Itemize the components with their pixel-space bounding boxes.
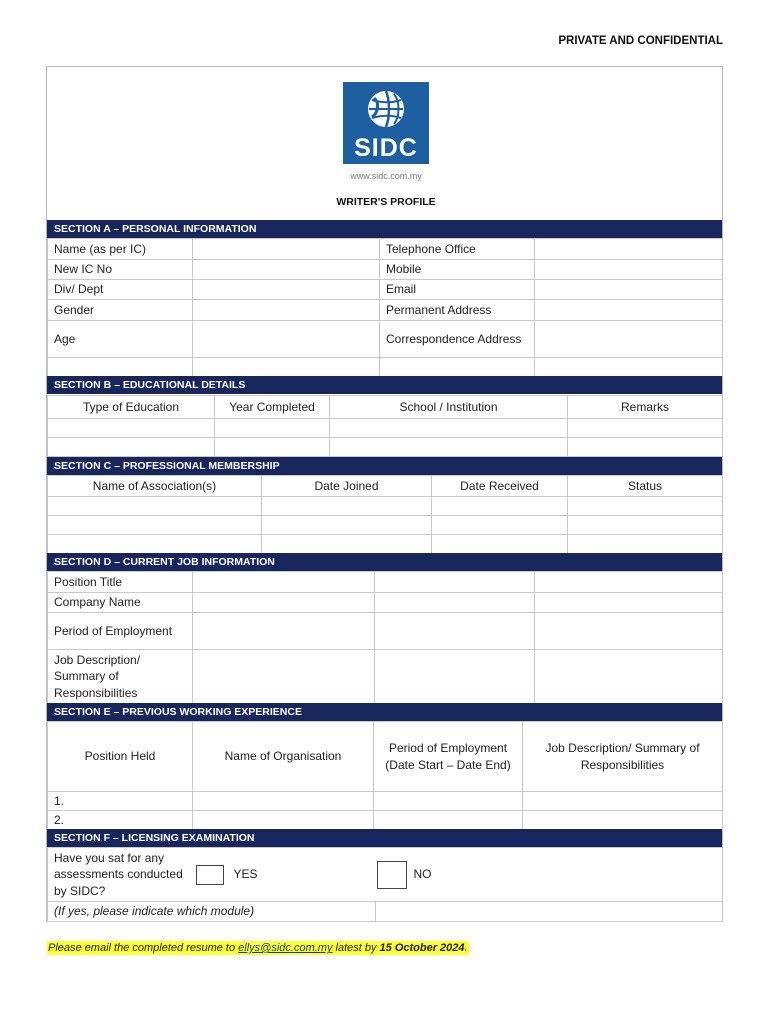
input-name[interactable] <box>193 239 380 260</box>
no-checkbox[interactable] <box>377 861 407 889</box>
label-div-dept: Div/ Dept <box>48 280 193 300</box>
globe-icon <box>364 89 408 129</box>
table-cell[interactable] <box>535 650 723 704</box>
table-cell[interactable] <box>193 811 374 830</box>
col-job-description: Job Description/ Summary of Responsibilities <box>523 722 723 792</box>
section-d-table <box>47 571 723 704</box>
table-cell[interactable] <box>535 593 723 613</box>
col-association-name: Name of Association(s) <box>48 476 262 497</box>
email-link[interactable]: ellys@sidc.com.my <box>238 942 333 954</box>
table-cell[interactable] <box>330 419 568 438</box>
input-ic-no[interactable] <box>193 260 380 280</box>
col-status: Status <box>568 476 723 497</box>
section-c-header: SECTION C – PROFESSIONAL MEMBERSHIP <box>47 457 722 475</box>
col-date-joined: Date Joined <box>262 476 432 497</box>
label-period-of-employment: Period of Employment <box>48 613 193 650</box>
section-a-table <box>47 238 723 377</box>
col-school-institution: School / Institution <box>330 396 568 419</box>
input-email[interactable] <box>535 280 723 300</box>
col-remarks: Remarks <box>568 396 723 419</box>
section-a-header: SECTION A – PERSONAL INFORMATION <box>47 220 722 238</box>
label-age: Age <box>48 321 193 358</box>
table-cell[interactable] <box>48 419 215 438</box>
table-cell[interactable] <box>375 650 535 704</box>
col-name-of-organisation: Name of Organisation <box>193 722 374 792</box>
label-email: Email <box>380 280 535 300</box>
table-cell[interactable] <box>568 497 723 516</box>
table-cell[interactable] <box>375 613 535 650</box>
label-mobile: Mobile <box>380 260 535 280</box>
footer-suffix: . <box>464 942 468 954</box>
blank-cell <box>48 358 193 377</box>
table-cell[interactable] <box>568 419 723 438</box>
row-number-label: 1. <box>48 792 193 811</box>
yes-checkbox[interactable] <box>196 865 224 885</box>
input-gender[interactable] <box>193 300 380 321</box>
logo-brand-text: SIDC <box>354 134 418 162</box>
table-cell[interactable] <box>535 572 723 593</box>
table-cell[interactable] <box>215 438 330 457</box>
table-cell[interactable] <box>262 516 432 535</box>
blank-cell <box>380 358 535 377</box>
table-cell[interactable] <box>568 535 723 554</box>
table-cell[interactable] <box>193 792 374 811</box>
input-period-of-employment[interactable] <box>193 613 375 650</box>
col-type-of-education: Type of Education <box>48 396 215 419</box>
footer-middle: latest by <box>332 942 380 954</box>
module-note: (If yes, please indicate which module) <box>48 902 376 922</box>
table-cell[interactable] <box>262 497 432 516</box>
page-title: WRITER'S PROFILE <box>336 196 436 208</box>
label-position-title: Position Title <box>48 572 193 593</box>
licensing-question: Have you sat for any assessments conducted by SIDC? <box>48 848 193 902</box>
label-job-description: Job Description/ Summary of Responsibilities <box>48 650 193 704</box>
section-f-table <box>47 847 723 922</box>
col-period-of-employment: Period of Employment (Date Start – Date End) <box>374 722 523 792</box>
yes-label: YES <box>228 848 376 902</box>
col-date-received: Date Received <box>432 476 568 497</box>
table-cell[interactable] <box>215 419 330 438</box>
table-cell[interactable] <box>262 535 432 554</box>
col-position-held: Position Held <box>48 722 193 792</box>
input-permanent-address[interactable] <box>535 300 723 321</box>
confidential-label: PRIVATE AND CONFIDENTIAL <box>558 35 723 47</box>
input-mobile[interactable] <box>535 260 723 280</box>
section-b-table <box>47 395 723 457</box>
col-year-completed: Year Completed <box>215 396 330 419</box>
no-label: NO <box>408 848 723 902</box>
footer-deadline: 15 October 2024 <box>379 942 465 954</box>
table-cell[interactable] <box>568 516 723 535</box>
table-cell[interactable] <box>375 572 535 593</box>
input-job-description[interactable] <box>193 650 375 704</box>
footer-instruction <box>47 941 469 955</box>
label-name: Name (as per IC) <box>48 239 193 260</box>
table-cell[interactable] <box>48 516 262 535</box>
table-cell[interactable] <box>523 811 723 830</box>
logo-url: www.sidc.com.my <box>350 171 422 181</box>
input-telephone-office[interactable] <box>535 239 723 260</box>
table-cell[interactable] <box>432 516 568 535</box>
sidc-logo <box>343 82 429 164</box>
section-f-header: SECTION F – LICENSING EXAMINATION <box>47 829 722 847</box>
table-cell[interactable] <box>48 438 215 457</box>
input-company-name[interactable] <box>193 593 375 613</box>
row-number-label: 2. <box>48 811 193 830</box>
table-cell[interactable] <box>330 438 568 457</box>
input-correspondence-address[interactable] <box>535 321 723 358</box>
label-permanent-address: Permanent Address <box>380 300 535 321</box>
table-cell[interactable] <box>523 792 723 811</box>
label-telephone-office: Telephone Office <box>380 239 535 260</box>
section-c-table <box>47 475 723 554</box>
input-module[interactable] <box>376 902 723 922</box>
table-cell[interactable] <box>432 535 568 554</box>
section-d-header: SECTION D – CURRENT JOB INFORMATION <box>47 553 722 571</box>
table-cell[interactable] <box>568 438 723 457</box>
blank-cell[interactable] <box>193 358 380 377</box>
label-correspondence-address: Correspondence Address <box>380 321 535 358</box>
label-ic-no: New IC No <box>48 260 193 280</box>
section-e-table <box>47 721 723 830</box>
label-company-name: Company Name <box>48 593 193 613</box>
footer-prefix: Please email the completed resume to <box>48 942 239 954</box>
table-cell[interactable] <box>432 497 568 516</box>
table-cell[interactable] <box>374 811 523 830</box>
table-cell[interactable] <box>535 613 723 650</box>
input-position-title[interactable] <box>193 572 375 593</box>
table-cell[interactable] <box>374 792 523 811</box>
section-e-header: SECTION E – PREVIOUS WORKING EXPERIENCE <box>47 703 722 721</box>
table-cell[interactable] <box>48 535 262 554</box>
table-cell[interactable] <box>375 593 535 613</box>
input-age[interactable] <box>193 321 380 358</box>
section-b-header: SECTION B – EDUCATIONAL DETAILS <box>47 376 722 394</box>
table-cell[interactable] <box>48 497 262 516</box>
input-div-dept[interactable] <box>193 280 380 300</box>
label-gender: Gender <box>48 300 193 321</box>
blank-cell[interactable] <box>535 358 723 377</box>
